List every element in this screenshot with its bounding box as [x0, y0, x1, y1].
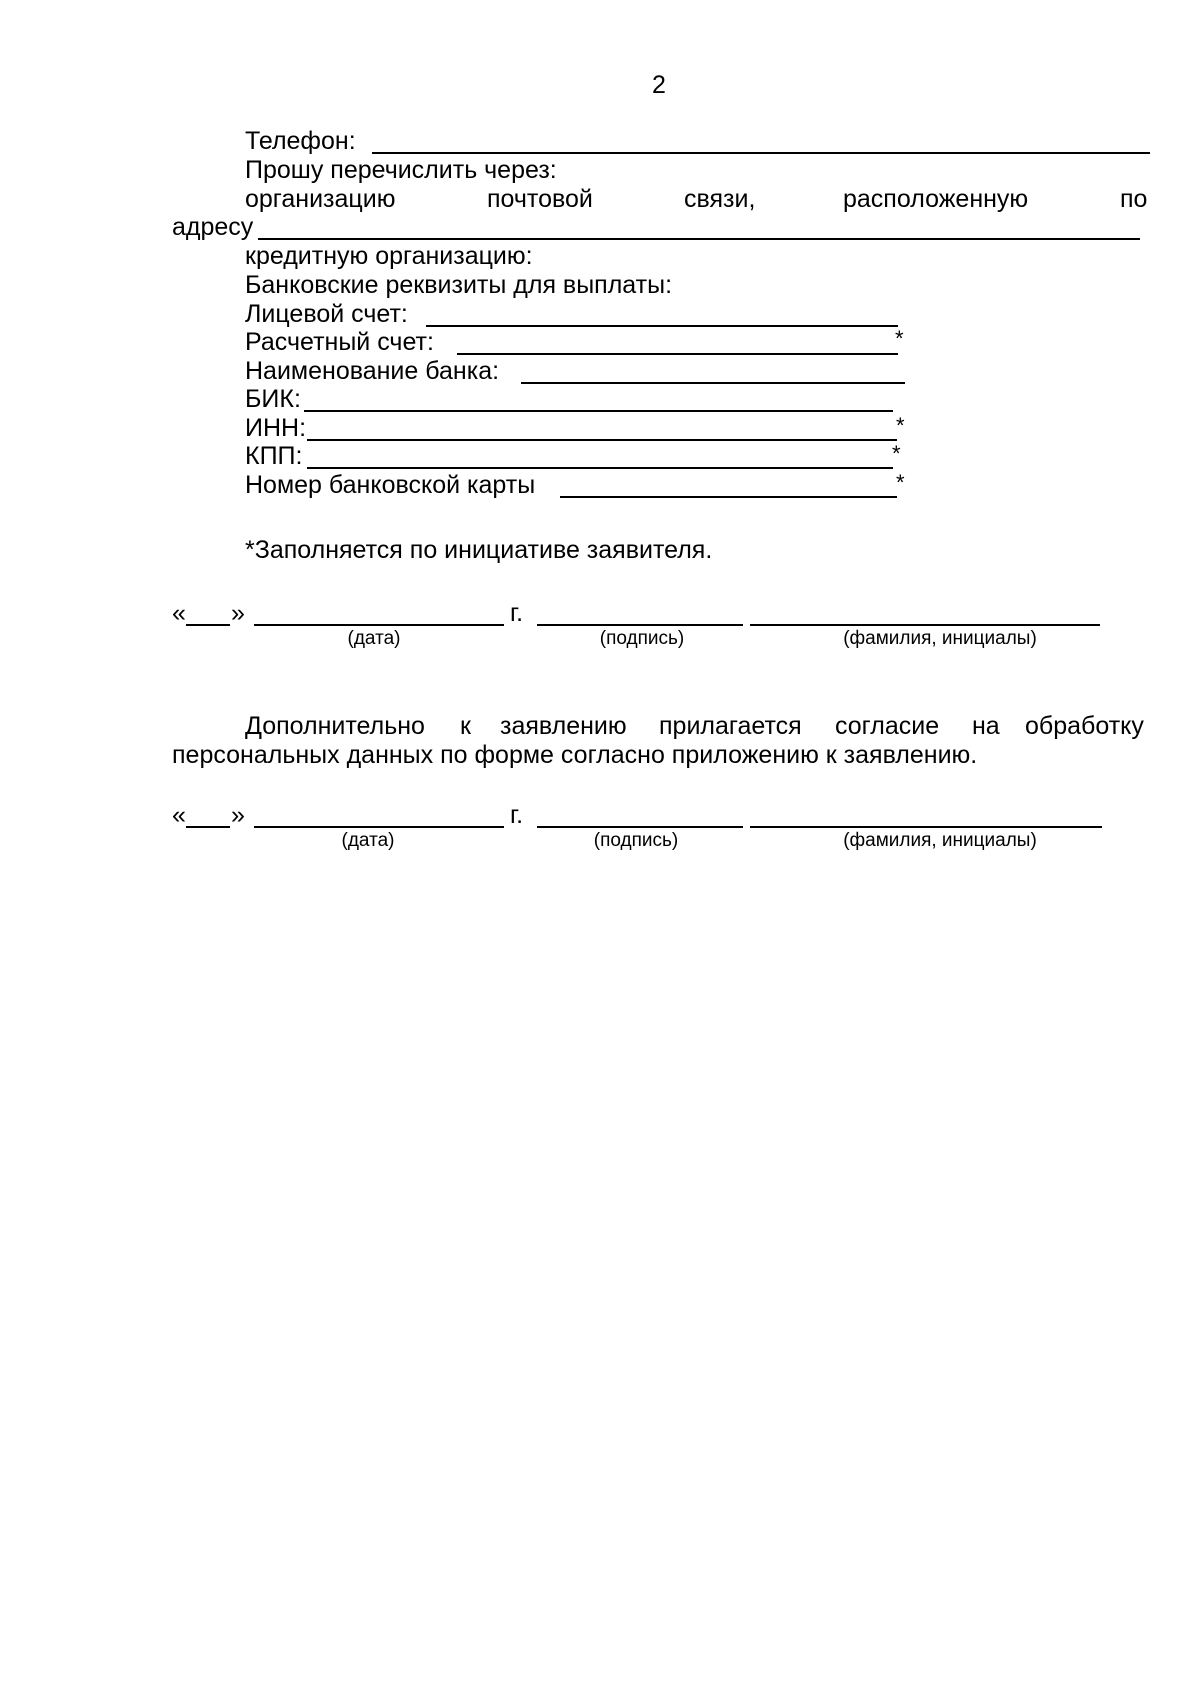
consent-word-2: к	[460, 712, 471, 740]
footnote: *Заполняется по инициативе заявителя.	[245, 536, 713, 564]
consent-word-4: прилагается	[659, 712, 802, 740]
consent-line-2: персональных данных по форме согласно приложению к заявлению.	[172, 741, 978, 769]
personal-account-line[interactable]	[426, 325, 898, 327]
year-suffix: г.	[510, 599, 524, 627]
card-number-label: Номер банковской карты	[245, 471, 536, 499]
postal-org-word-4: расположенную	[843, 185, 1029, 213]
postal-org-word-5: по	[1120, 185, 1148, 213]
kpp-line[interactable]	[307, 467, 893, 469]
inn-line[interactable]	[307, 439, 897, 441]
transfer-via-label: Прошу перечислить через:	[245, 156, 557, 184]
kpp-label: КПП:	[245, 442, 303, 470]
signature-line[interactable]	[537, 826, 743, 828]
bank-details-heading: Банковские реквизиты для выплаты:	[245, 271, 673, 299]
quote-open: «	[172, 599, 186, 627]
inn-asterisk: *	[896, 413, 905, 438]
inn-label: ИНН:	[245, 414, 307, 442]
day-line[interactable]	[186, 826, 230, 828]
page-number: 2	[652, 71, 666, 99]
bank-name-label: Наименование банка:	[245, 357, 500, 385]
signature-line[interactable]	[537, 624, 743, 626]
day-line[interactable]	[186, 624, 230, 626]
quote-open: «	[172, 801, 186, 829]
phone-field-line[interactable]	[372, 152, 1150, 154]
name-caption: (фамилия, инициалы)	[843, 830, 1037, 851]
consent-word-6: на	[972, 712, 1000, 740]
card-number-line[interactable]	[560, 496, 897, 498]
date-caption: (дата)	[341, 830, 395, 851]
year-suffix: г.	[510, 801, 524, 829]
postal-org-word-2: почтовой	[487, 185, 593, 213]
settlement-account-line[interactable]	[457, 353, 898, 355]
bik-label: БИК:	[245, 385, 301, 413]
postal-org-word-3: связи,	[684, 185, 756, 213]
quote-close: »	[231, 599, 245, 627]
postal-org-word-1: организацию	[245, 185, 396, 213]
consent-word-5: согласие	[835, 712, 940, 740]
card-number-asterisk: *	[896, 470, 905, 495]
address-label: адресу	[172, 213, 254, 241]
signature-caption: (подпись)	[599, 628, 685, 649]
name-line[interactable]	[750, 624, 1100, 626]
consent-word-7: обработку	[1025, 712, 1144, 740]
phone-label: Телефон:	[245, 127, 356, 155]
settlement-account-asterisk: *	[895, 326, 904, 351]
signature-caption: (подпись)	[593, 830, 679, 851]
name-caption: (фамилия, инициалы)	[843, 628, 1037, 649]
bik-line[interactable]	[304, 410, 893, 412]
settlement-account-label: Расчетный счет:	[245, 328, 434, 356]
date-line[interactable]	[254, 624, 504, 626]
consent-word-1: Дополнительно	[245, 712, 425, 740]
date-caption: (дата)	[347, 628, 401, 649]
quote-close: »	[231, 801, 245, 829]
credit-org-label: кредитную организацию:	[245, 242, 533, 270]
bank-name-line[interactable]	[521, 382, 905, 384]
consent-word-3: заявлению	[500, 712, 627, 740]
personal-account-label: Лицевой счет:	[245, 300, 408, 328]
kpp-asterisk: *	[892, 441, 901, 466]
address-field-line[interactable]	[258, 238, 1140, 240]
date-line[interactable]	[254, 826, 504, 828]
name-line[interactable]	[750, 826, 1102, 828]
